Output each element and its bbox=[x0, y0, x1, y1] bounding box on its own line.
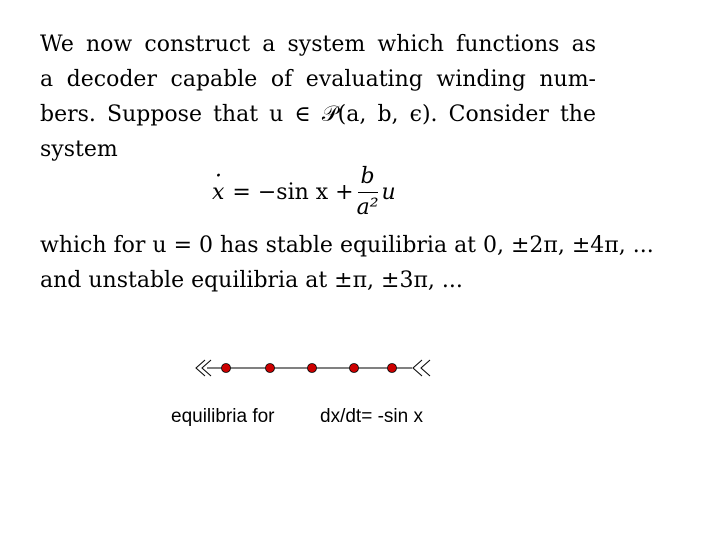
equilibrium-point bbox=[388, 364, 397, 373]
left-arrow-1 bbox=[196, 360, 205, 376]
fraction-denominator: a² bbox=[356, 194, 379, 220]
intro-line-1: We now construct a system which functions as bbox=[40, 32, 596, 57]
equilibrium-point bbox=[350, 364, 359, 373]
equilibria-line-2: and unstable equilibria at ±π, ±3π, ... bbox=[40, 268, 463, 293]
fraction-numerator: b bbox=[358, 162, 378, 193]
equilibrium-point bbox=[222, 364, 231, 373]
equation-rhs-end: u bbox=[381, 179, 396, 205]
caption-right: dx/dt= -sin x bbox=[320, 406, 423, 427]
intro-line-4: system bbox=[40, 137, 118, 162]
right-arrows bbox=[413, 360, 430, 376]
equation-rhs-start: = −sin x + bbox=[232, 179, 354, 205]
equilibria-line-1: which for u = 0 has stable equilibria at 0, ±2π, ±4π, ... bbox=[40, 233, 654, 258]
intro-line-3: bers. Suppose that u ∈ 𝒫(a, b, ϵ). Consider the bbox=[40, 102, 596, 127]
equation-lhs: · x bbox=[212, 180, 224, 205]
intro-line-2: a decoder capable of evaluating winding num- bbox=[40, 67, 596, 92]
equilibrium-point bbox=[308, 364, 317, 373]
caption-left: equilibria for bbox=[171, 406, 275, 427]
equilibrium-point bbox=[266, 364, 275, 373]
right-arrow-2 bbox=[421, 360, 430, 376]
